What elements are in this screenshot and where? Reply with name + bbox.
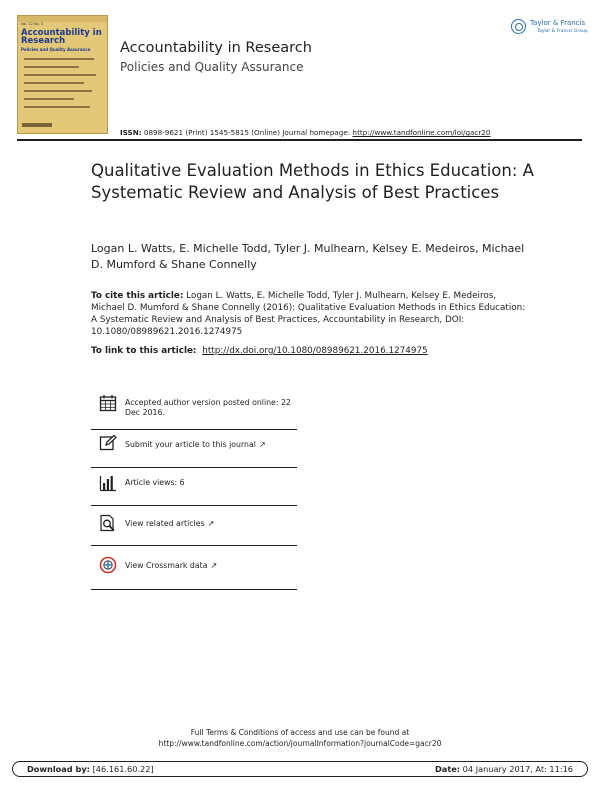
cover-line <box>24 66 79 68</box>
terms-notice <box>0 727 600 749</box>
cover-line <box>24 58 94 60</box>
info-submit[interactable] <box>91 430 297 468</box>
issn-line <box>120 128 490 137</box>
journal-homepage-link[interactable]: http://www.tandfonline.com/loi/gacr20 <box>352 128 491 137</box>
citation-text: Logan L. Watts, E. Michelle Todd, Tyler J. Mulhearn, Kelsey E. Medeiros, Michael D. Mumford & Shane Connelly (2016): Qualitative Evaluation Methods in Ethics Education: A Systematic Review and Analysis of Best Practices, Accountability in Research, DOI: 10.1080/08989621.2016.1274975 <box>91 291 526 337</box>
cover-line <box>24 82 84 84</box>
publisher-tagline: Taylor & Francis Group <box>537 29 588 34</box>
info-accepted <box>91 392 297 430</box>
bar-chart-icon <box>99 474 117 492</box>
journal-cover-image <box>17 15 108 134</box>
download-date <box>435 764 573 774</box>
search-document-icon <box>99 514 117 532</box>
cover-line <box>24 98 74 100</box>
cover-publisher-mark <box>22 123 52 127</box>
terms-line-2[interactable]: http://www.tandfonline.com/action/journalInformation?journalCode=gacr20 <box>158 739 442 748</box>
taylor-francis-logo-icon <box>511 19 526 34</box>
accepted-text: Accepted author version posted online: 22 Dec 2016. <box>125 398 291 417</box>
article-link-label: To link to this article: <box>91 346 197 356</box>
article-doi-link[interactable]: http://dx.doi.org/10.1080/08989621.2016.1274975 <box>202 346 428 356</box>
issn-label: ISSN: <box>120 128 142 137</box>
header-divider <box>17 139 582 141</box>
related-articles-link[interactable] <box>125 519 297 529</box>
external-link-icon: ↗ <box>207 519 215 528</box>
downloaded-label: Download by: <box>27 764 90 774</box>
cover-title: Accountability in Research <box>21 28 102 46</box>
journal-title: Accountability in Research <box>120 40 312 56</box>
article-title: Qualitative Evaluation Methods in Ethics Education: A Systematic Review and Analysis of Best Practices <box>91 161 534 202</box>
terms-line-1: Full Terms & Conditions of access and use can be found at <box>190 728 410 737</box>
info-views <box>91 468 297 506</box>
date-label: Date: <box>435 764 461 774</box>
issn-text: 0898-9621 (Print) 1545-5815 (Online) Journal homepage: <box>143 128 351 137</box>
views-text: Article views: 6 <box>125 478 185 487</box>
cover-issue-line: Vol. 12 No. 3 <box>21 22 44 26</box>
external-link-icon: ↗ <box>258 440 266 449</box>
info-related[interactable] <box>91 506 297 546</box>
cover-line <box>24 106 90 108</box>
calendar-icon <box>99 394 117 412</box>
citation-label: To cite this article: <box>91 291 184 301</box>
publisher-logo[interactable] <box>511 17 587 39</box>
external-link-icon: ↗ <box>210 561 218 570</box>
download-info-bar <box>12 761 588 777</box>
cover-line <box>24 90 92 92</box>
crossmark-link[interactable] <box>125 561 297 571</box>
journal-subtitle: Policies and Quality Assurance <box>120 60 304 74</box>
citation <box>91 290 531 338</box>
info-crossmark[interactable] <box>91 546 297 590</box>
date-value: 04 January 2017, At: 11:16 <box>462 764 573 774</box>
downloaded-by <box>27 764 154 774</box>
submit-text: Submit your article to this journal <box>125 440 256 449</box>
submit-article-link[interactable] <box>125 440 297 450</box>
article-link <box>91 346 428 356</box>
crossmark-icon <box>99 556 117 574</box>
article-authors: Logan L. Watts, E. Michelle Todd, Tyler J. Mulhearn, Kelsey E. Medeiros, Michael D. Mumford & Shane Connelly <box>91 242 525 271</box>
cover-subtitle: Policies and Quality Assurance <box>21 47 91 52</box>
downloaded-value: [46.161.60.22] <box>92 764 154 774</box>
related-text: View related articles <box>125 519 205 528</box>
publisher-name: Taylor & Francis <box>530 19 586 27</box>
crossmark-text: View Crossmark data <box>125 561 208 570</box>
cover-line <box>24 74 96 76</box>
edit-icon <box>99 434 117 452</box>
